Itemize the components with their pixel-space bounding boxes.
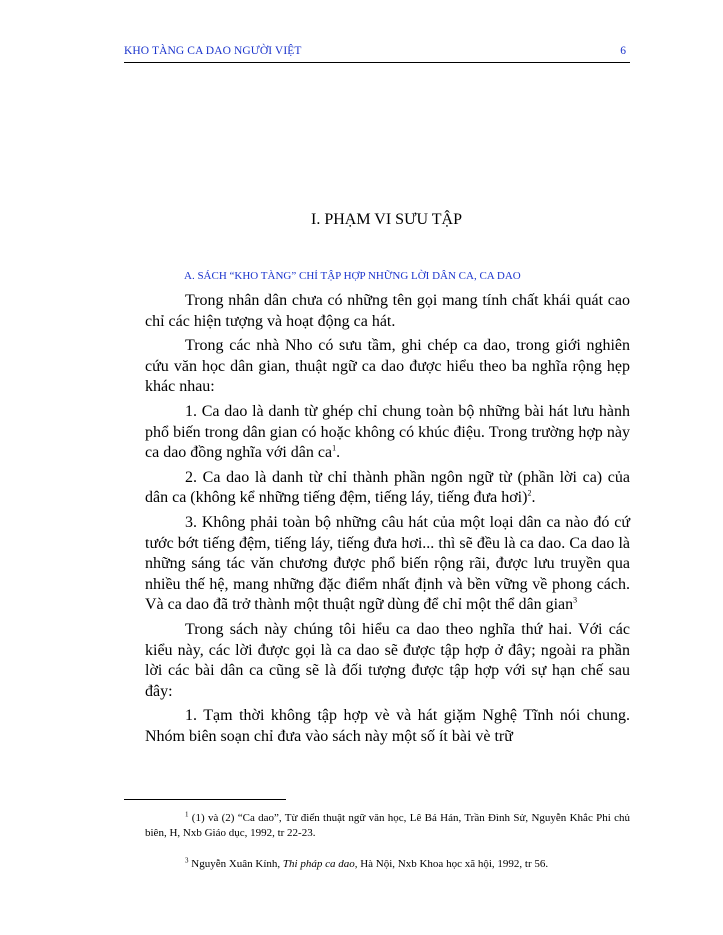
footnotes	[145, 811, 630, 872]
page-number: 6	[620, 45, 626, 57]
paragraph: Trong sách này chúng tôi hiểu ca dao theo nghĩa thứ hai. Với các kiểu này, các lời được gọi là ca dao sẽ được tập hợp ở đây; ngoài ra phần lời các bài dân ca cũng sẽ là đối tượng được tập hợp với sự hạn chế sau đây:	[145, 620, 630, 700]
paragraph: Trong các nhà Nho có sưu tầm, ghi chép ca dao, trong giới nghiên cứu văn học dân gian, thuật ngữ ca dao được hiểu theo ba nghĩa rộng hẹp khác nhau:	[145, 337, 630, 396]
paragraph: 1. Tạm thời không tập hợp vè và hát giặm Nghệ Tĩnh nói chung. Nhóm biên soạn chỉ đưa vào sách này một số ít bài vè trữ	[145, 707, 630, 745]
running-header	[124, 44, 630, 63]
book-title: KHO TÀNG CA DAO NGƯỜI VIỆT	[124, 45, 302, 57]
paragraph: 2. Ca dao là danh từ chỉ thành phần ngôn ngữ từ (phần lời ca) của dân ca (không kể những tiếng đệm, tiếng láy, tiếng đưa hơi)$^2$.	[145, 468, 630, 507]
paragraph: 3. Không phải toàn bộ những câu hát của một loại dân ca nào đó cứ tước bớt tiếng đệm, tiếng láy, tiếng đưa hơi... thì sẽ đều là ca dao. Ca dao là những sáng tác văn chương được phổ biến rộng rãi, được lưu truyền qua nhiều thế hệ, mang những đặc điểm nhất định và bền vững về phong cách. Và ca dao đã trở thành một thuật ngữ dùng để chỉ một thể dân gian$^3$	[145, 513, 630, 614]
footnote-ref: 2	[527, 489, 532, 499]
footnote-divider	[124, 799, 286, 800]
cited-title: Thi pháp ca dao	[282, 858, 355, 870]
footnote: $^1$ (1) và (2) “Ca dao”, Từ điển thuật ngữ văn học, Lê Bá Hán, Trần Đình Sử, Nguyễn Khắc Phi chủ biên, H, Nxb Giáo dục, 1992, tr 22-23.	[145, 810, 630, 839]
footnote-marker: 1	[185, 810, 189, 819]
footnote-marker: 3	[185, 856, 189, 865]
paragraph: Trong nhân dân chưa có những tên gọi mang tính chất khái quát cao chỉ các hiện tượng và hoạt động ca hát.	[145, 292, 630, 330]
footnote-ref: 3	[573, 595, 578, 605]
footnote: $^3$ Nguyễn Xuân Kính, Thi pháp ca dao, Hà Nội, Nxb Khoa học xã hội, 1992, tr 56.	[185, 856, 549, 870]
paragraph: 1. Ca dao là danh từ ghép chỉ chung toàn bộ những bài hát lưu hành phổ biến trong dân gian có hoặc không có khúc điệu. Trong trường hợp này ca dao đồng nghĩa với dân $ca^1$.	[145, 402, 630, 462]
subheading: A. SÁCH “KHO TÀNG” CHỈ TẬP HỢP NHỮNG LỜI DÂN CA, CA DAO	[184, 270, 521, 282]
footnote-ref: 1	[332, 443, 337, 453]
body-text	[145, 291, 630, 751]
section-title: I. PHẠM VI SƯU TẬP	[311, 211, 462, 228]
